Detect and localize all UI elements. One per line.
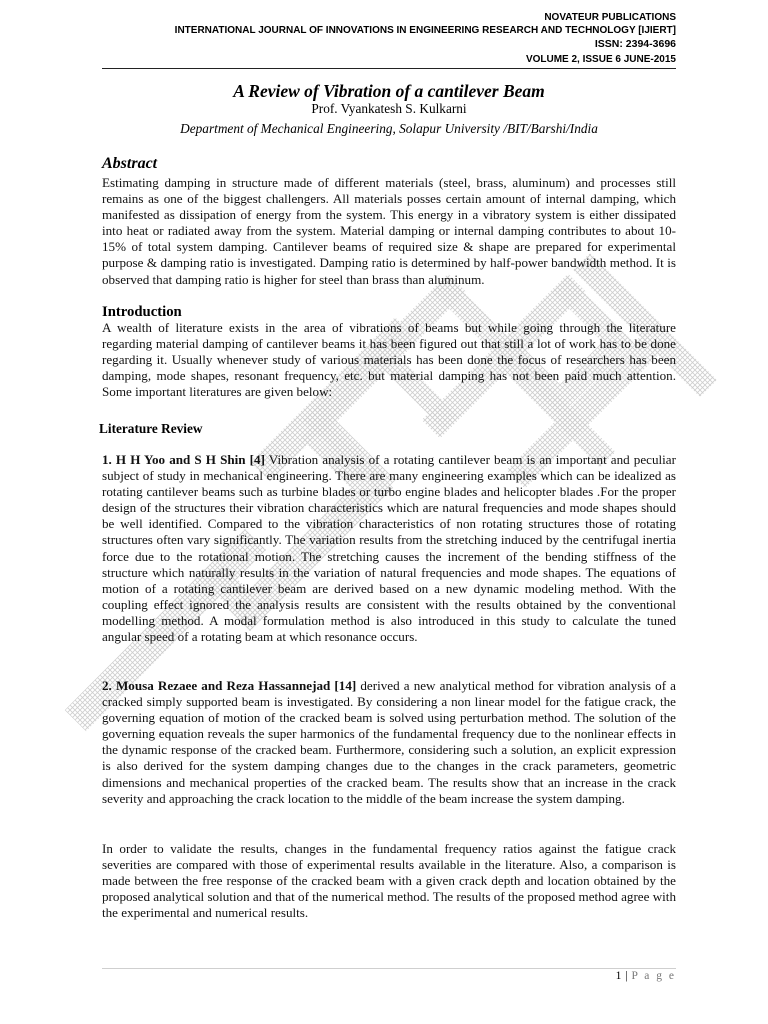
publisher-name: NOVATEUR PUBLICATIONS: [544, 12, 676, 23]
paper-title: A Review of Vibration of a cantilever Beam: [233, 81, 545, 101]
literature-review-item: [102, 452, 676, 645]
volume-issue: VOLUME 2, ISSUE 6 JUNE-2015: [525, 54, 676, 65]
item-text: Vibration analysis of a rotating cantilever beam is an important and peculiar subject of study in mechanical engineering. There are many engineering examples which can be idealized as rotating cantilever beams such as turbine blades or turbo engine blades and helicopter blades .For the proper design of the structures their vibration characteristics which are natural frequencies and mode shapes should be well identified. Compared to the vibration characteristics of non rotating structures those of rotating structures often vary significantly. The variation results from the stretching induced by the centrifugal inertia force due to the rotational motion. The stretching causes the increment of the bending stiffness of the structure which naturally results in the variation of natural frequencies and mode shapes. The equations of motion of a rotating cantilever beam are derived based on a new dynamic modeling method. With the coupling effect ignored the analysis results are consistent with the results obtained by the conventional modelling method. A modal formulation method is also introduced in this study to calculate the tuned angular speed of a rotating beam at which resonance occurs.: [102, 452, 676, 645]
header-divider: [102, 68, 676, 69]
page-number: [616, 970, 676, 982]
literature-review-heading: Literature Review: [99, 421, 203, 436]
page-number-separator: |: [625, 970, 629, 982]
literature-review-item: [102, 678, 676, 807]
page-label: P a g e: [631, 970, 676, 982]
item-lead: 1. H H Yoo and S H Shin [4]: [102, 452, 265, 467]
issn-label: ISSN:: [594, 38, 623, 50]
paper-author: Prof. Vyankatesh S. Kulkarni: [311, 101, 467, 116]
abstract-heading: Abstract: [102, 155, 158, 172]
introduction-text: A wealth of literature exists in the area of vibrations of beams but while going through the literature regarding material damping of cantilever beams it has been figured out that still a lot of work has to be done regarding it. Usually whenever study of various materials has been done the focus of researchers has been damping, mode shapes, resonant frequency, etc. but material damping has not been paid much attention. Some important literatures are given below:: [102, 320, 676, 400]
issn: [595, 38, 676, 51]
author-affiliation: Department of Mechanical Engineering, Solapur University /BIT/Barshi/India: [180, 121, 598, 136]
page-number-value: 1: [615, 970, 622, 982]
issn-value: 2394-3696: [625, 38, 676, 50]
item-lead: 2. Mousa Rezaee and Reza Hassannejad [14]: [102, 678, 357, 693]
footer-divider: [102, 968, 676, 969]
item-text: derived a new analytical method for vibration analysis of a cracked simply supported beam is investigated. By considering a non linear model for the fatigue crack, the governing equation of motion of the cracked beam is solved using perturbation method. The solution of the governing equation reveals the super harmonics of the fundamental frequency due to the nonlinear effects in the dynamic response of the cracked beam. Furthermore, considering such a solution, an explicit expression is also derived for the system damping changes due to the changes in the crack parameters, geometric dimensions and mechanical properties of the cracked beam. The results show that an increase in the crack severity and approaching the crack location to the middle of the beam increase the system damping.: [102, 678, 676, 806]
literature-review-continuation: In order to validate the results, changes in the fundamental frequency ratios against the fatigue crack severities are compared with those of experimental results available in the literature. Also, a comparison is made between the free response of the cracked beam with a given crack depth and location obtained by the proposed analytical solution and that of the numerical method. The results of the proposed method agree with the experimental and numerical results.: [102, 841, 676, 921]
introduction-heading: Introduction: [102, 304, 182, 320]
abstract-text: Estimating damping in structure made of different materials (steel, brass, aluminum) and processes still remains as one of the biggest challengers. All materials posses certain amount of internal damping, which manifested as dissipation of energy from the system. This energy in a vibratory system is either dissipated into heat or radiated away from the system. Material damping or internal damping contributes to about 10-15% of total system damping. Cantilever beams of required size & shape are prepared for experimental purpose & damping ratio is investigated. Damping ratio is determined by half-power bandwidth method. It is observed that damping ratio is higher for steel than brass than aluminum.: [102, 175, 676, 287]
journal-name: INTERNATIONAL JOURNAL OF INNOVATIONS IN ENGINEERING RESEARCH AND TECHNOLOGY [IJIERT]: [174, 25, 676, 36]
